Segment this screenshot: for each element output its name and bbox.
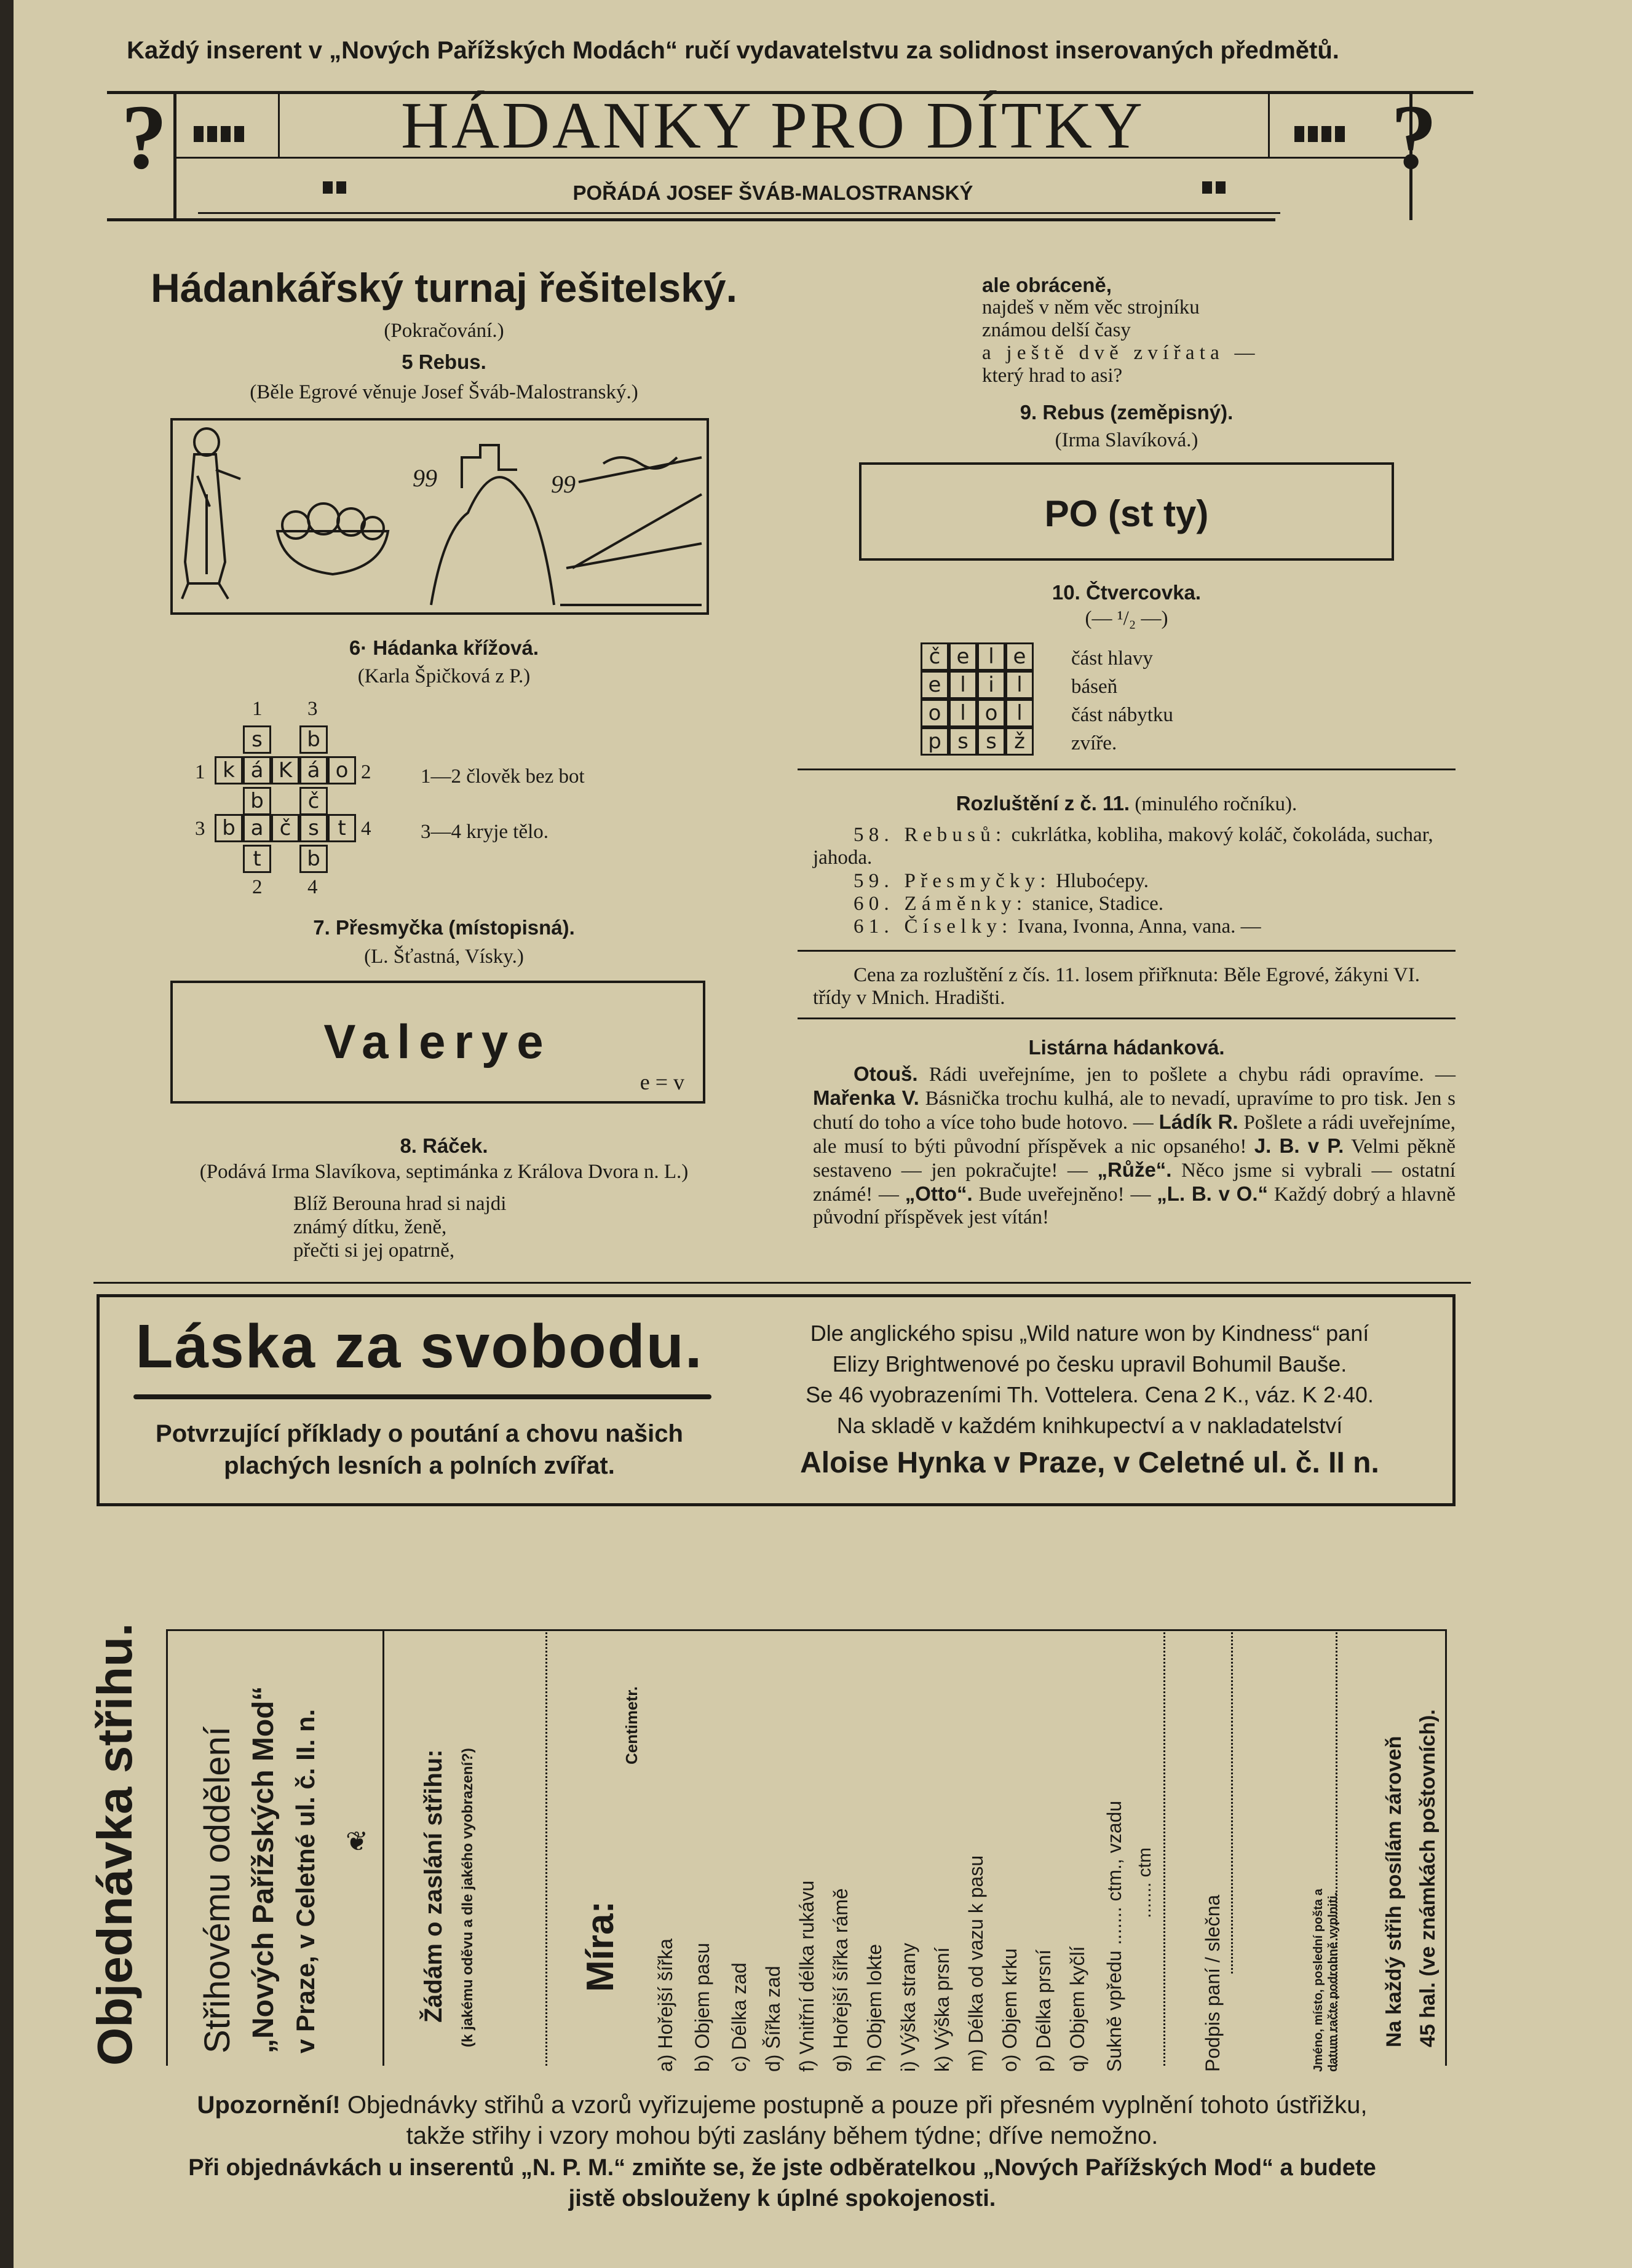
h7-author: (L. Šťastná, Vísky.) xyxy=(364,946,524,968)
solution-58: 58. Rebusů: cukrlátka, kobliha, makový koláč, čokoláda, suchar, jahoda. xyxy=(813,824,1433,869)
solutions-heading: Rozluštění z č. 11. (minulého ročníku). xyxy=(956,792,1297,815)
ad-subtitle-1: Potvrzující příklady o poutání a chovu našich xyxy=(156,1420,683,1447)
h7-hint: e = v xyxy=(640,1070,684,1094)
ad-desc-4: Na skladě v každém knihkupectví a v nakladatelství xyxy=(836,1413,1343,1438)
measure-p: p) Délka prsní xyxy=(1032,1949,1055,2072)
solution-61: 61. Číselky: Ivana, Ivonna, Anna, vana. — xyxy=(854,915,1261,938)
rebus5-title: 5 Rebus. xyxy=(402,350,486,373)
measurement-separator xyxy=(1163,1629,1167,2066)
request-write-line[interactable] xyxy=(545,1629,549,2066)
continued-note: (Pokračování.) xyxy=(384,320,504,342)
dept-line-2: „Nových Pařížských Mod“ xyxy=(247,1686,280,2053)
ornament-flourish-icon: ❦ xyxy=(346,1827,368,1857)
ad-desc-2: Elizy Brightwenové po česku upravil Bohumil Bauše. xyxy=(832,1351,1347,1377)
measure-o: o) Objem krku xyxy=(999,1948,1021,2072)
measure-m: m) Délka od vazu k pasu xyxy=(965,1855,987,2072)
h6-author: (Karla Špičková z P.) xyxy=(357,665,531,687)
signature-line[interactable] xyxy=(1231,1629,1235,1974)
prize-note: Cena za rozluštění z čís. 11. losem přiřknuta: Běle Egrové, žákyni VI. třídy v Mnich. Hradišti. xyxy=(813,964,1420,1009)
crossword-row-1: k á K á o xyxy=(215,756,356,784)
measure-i: i) Výška strany xyxy=(897,1943,919,2072)
h8-line-3: přečti si jej opatrně, xyxy=(293,1239,455,1262)
measure-b: b) Objem pasu xyxy=(691,1943,713,2072)
footer-advert-2: jistě obslouženy k úplné spokojenosti. xyxy=(568,2186,996,2211)
h10-clue-4: zvíře. xyxy=(1071,732,1117,754)
ad-underline xyxy=(133,1394,711,1399)
h10-clue-3: část nábytku xyxy=(1071,704,1173,726)
solution-59: 59. Přesmyčky: Hluboćepy. xyxy=(854,870,1149,892)
h10-clue-1: část hlavy xyxy=(1071,647,1153,670)
book-advertisement xyxy=(97,1294,1456,1506)
h6-clue-2: 3—4 kryje tělo. xyxy=(421,821,549,843)
measure-g: g) Hořejší šířka rámě xyxy=(830,1888,852,2072)
h8-cont-3: známou delší časy xyxy=(982,319,1131,341)
rebus5-dedication: (Běle Egrové věnuje Josef Šváb-Malostranský.) xyxy=(250,381,638,403)
rebus9-text: PO (st ty) xyxy=(1044,493,1209,534)
measure-d: d) Šířka zad xyxy=(762,1966,784,2072)
h8-cont-4: a ještě dvě zvířata — xyxy=(982,342,1260,364)
h10-clue-2: báseň xyxy=(1071,676,1118,698)
footer-warning-2: takže střihy i vzory mohou býti zaslány během týdne; dříve nemožno. xyxy=(406,2122,1159,2149)
measure-f: f) Vnitřní délka rukávu xyxy=(796,1880,818,2072)
magazine-page: Každý inserent v „Nových Pařížských Modách“ ručí vydavatelstvu za solidnost inserovaných předmětů. ? ? HÁDANKY PRO DÍTKY POŘÁDÁ JOSEF ŠVÁB-MALOSTRANSKÝ Hádankářský turnaj řešitelský. (Pokračování.) 5 Rebus. (Běle Egrové věnuje Josef Šváb-Malostranský.) 99 99 6· Hádanka křížová. (Karla Špičková z P.) 1 3 s b 1 k á K á o 2 b č 3 b a č s t 4 t b 2 4 1—2 člověk bez bot 3—4 kryje tělo. 7. Přesmyčka (místopisná). (L. Šťastná, Vísky.) Valerye e = v 8. Ráček. (Podává Irma Slavíkova, septimánka z Králova Dvora n. L.) Blíž Berouna hrad si najdi známý dítku, ženě, přečti si jej opatrně, ale obráceně, najdeš v něm věc strojníku známou delší časy a ještě dvě zvířata — který hrad to asi? 9. Rebus (zeměpisný). (Irma Slavíková.) PO (st ty) 10. Čtvercovka. (— ¹/₂ —) č e l e e l i l o l o l p s s ž část hlavy báseň část nábytku zvíře. Rozluštění z č. 11. (minulého ročníku). 58. Rebusů: cukrlátka, kobliha, makový koláč, čokoláda, suchar, jahoda. 59. Přesmyčky: Hluboćepy. 60. Záměnky: stanice, Stadice. 61. Číselky: Ivana, Ivonna, Anna, vana. — Cena za rozluštění z čís. 11. losem přiřknuta: Běle Egrové, žákyni VI. třídy v Mnich. Hradišti. Listárna hádanková. Otouš. Rádi uveřejníme, jen to pošlete a chybu rádi opravíme. — Mařenka V. Básnička trochu kulhá, ale to nevadí, upravíme to pro tisk. Jen s chutí do toho a více toho bude hotovo. — Ládík R. Pošlete a rádi uveřejníme, ale musí to býti původní příspěvek a nic opsaného! J. B. v P. Velmi pěkně sestaveno — jen pokračujte! — „Růže“. Něco jsme si vybrali — ostatní známé! — „Otto“. Bude uveřejněno! — „L. B. v O.“ Každý dobrý a hlavně původní příspěvek jest vítán! Láska za svobodu. Potvrzující příklady o poutání a chovu našich plachých lesních a polních zvířat. Dle anglického spisu „Wild nature won by Kindness“ paní Elizy Brightwenové po česku upravil Bohumil Bauše. Se 46 vyobrazeními Th. Vottelera. Cena 2 K., váz. K 2·40. Na skladě v každém knihkupectví a v nakladatelství Aloise Hynka v Praze, v Celetné ul. č. II n. Objednávka střihu. Střihovému oddělení „Nových Pařížských Mod“ v Praze, v Celetné ul. č. II. n. ❦ Žádám o zaslání střihu: (k jakému oděvu a dle jakého vyobrazení?) Míra: Centimetr. a) Hořejší šířka b) Objem pasu c) Délka zad d) Šířka zad f) Vnitřní délka rukávu g) Hořejší šířka rámě h) Objem lokte i) Výška strany k) Výška prsní m) Délka od vazu k pasu o) Objem krku p) Délka prsní q) Objem kyčlí Sukně vpředu ....... ctm., vzadu ....... ctm Podpis paní / slečna Jméno, místo, poslední pošta a datum račte podrobně vyplniti. Na každý střih posílám zároveň 45 hal. (ve známkách poštovních). Upozornění! Objednávky střihů a vzorů vyřizujeme postupně a pouze při přesném vyplnění tohoto ústřižku, takže střihy i vzory mohou býti zaslány během týdne; dříve nemožno. Při objednávkách u inserentů „N. P. M.“ zmiňte se, že jste odběratelkou „Nových Pařížských Mod“ a budete jistě obslouženy k úplné spokojenosti. xyxy=(14,0,1632,2268)
ad-desc-3: Se 46 vyobrazeními Th. Vottelera. Cena 2 K., váz. K 2·40. xyxy=(806,1382,1374,1407)
divider-2 xyxy=(798,950,1456,952)
rebus9-box xyxy=(859,462,1394,561)
h8-line-1: Blíž Berouna hrad si najdi xyxy=(293,1193,507,1215)
measure-h: h) Objem lokte xyxy=(863,1943,885,2072)
signature-label: Podpis paní / slečna xyxy=(1202,1894,1224,2072)
solution-60: 60. Záměnky: stanice, Stadice. xyxy=(854,893,1164,915)
h10-title: 10. Čtvercovka. xyxy=(1052,581,1202,604)
fee-line-1: Na každý střih posílám zároveň xyxy=(1382,1736,1406,2047)
measure-c: c) Délka zad xyxy=(728,1962,750,2072)
footer-advert-1: Při objednávkách u inserentů „N. P. M.“ zmiňte se, že jste odběratelkou „Nových Pařížských Mod“ a budete xyxy=(188,2155,1376,2181)
h7-word: Valerye xyxy=(323,1014,552,1069)
footer-warning-1: Upozornění! Objednávky střihů a vzorů vyřizujeme postupně a pouze při přesném vyplnění tohoto ústřižku, xyxy=(197,2092,1368,2119)
order-form xyxy=(14,1617,1632,2090)
ad-title: Láska za svobodu. xyxy=(135,1312,703,1381)
top-notice: Každý inserent v „Nových Pařížských Modách“ ručí vydavatelstvu za solidnost inserovaných předmětů. xyxy=(127,37,1339,64)
h6-title: 6· Hádanka křížová. xyxy=(349,636,539,659)
h8-cont-1: ale obráceně, xyxy=(982,274,1112,296)
section-subtitle: POŘÁDÁ JOSEF ŠVÁB-MALOSTRANSKÝ xyxy=(572,181,973,204)
measure-k: k) Výška prsní xyxy=(931,1947,953,2072)
h6-clue-1: 1—2 člověk bez bot xyxy=(421,765,585,788)
mailbox-title: Listárna hádanková. xyxy=(1028,1036,1225,1059)
h8-cont-5: který hrad to asi? xyxy=(982,365,1123,387)
measure-q: q) Objem kyčlí xyxy=(1066,1946,1088,2072)
divider-3 xyxy=(798,1017,1456,1019)
cloth-length-2: ....... ctm xyxy=(1135,1847,1155,1918)
ad-desc-1: Dle anglického spisu „Wild nature won by Kindness“ paní xyxy=(810,1321,1369,1346)
h8-title: 8. Ráček. xyxy=(400,1134,488,1157)
centimetr-label: Centimetr. xyxy=(622,1686,641,1764)
divider-1 xyxy=(798,769,1456,770)
mira-label: Míra: xyxy=(579,1900,622,1992)
ornament-blocks-right xyxy=(1293,126,1347,145)
ad-subtitle-2: plachých lesních a polních zvířat. xyxy=(224,1452,615,1479)
h8-cont-2: najdeš v něm věc strojníku xyxy=(982,296,1200,318)
h7-box xyxy=(170,981,705,1104)
dept-line-1: Střihovému oddělení xyxy=(197,1726,237,2053)
square-puzzle-grid: č e l e e l i l o l o l p s s ž xyxy=(921,642,1034,756)
dept-line-3: v Praze, v Celetné ul. č. II. n. xyxy=(291,1709,320,2053)
section-title: HÁDANKY PRO DÍTKY xyxy=(401,89,1145,162)
h8-line-2: známý dítku, ženě, xyxy=(293,1216,447,1238)
rebus-illustration-icon xyxy=(173,421,707,612)
request-line-1: Žádám o zaslání střihu: xyxy=(420,1749,447,2023)
cloth-length: Sukně vpředu ....... ctm., vzadu xyxy=(1103,1800,1125,2072)
tournament-heading: Hádankářský turnaj řešitelský. xyxy=(151,265,737,310)
order-form-title: Objednávka střihu. xyxy=(87,1622,142,2066)
section-divider xyxy=(93,1282,1471,1284)
question-mark-left-icon: ? xyxy=(121,86,167,188)
measure-a: a) Hořejší šířka xyxy=(654,1938,676,2072)
crossword-row-2: b a č s t xyxy=(215,814,356,842)
rebus5-picture: 99 99 xyxy=(170,418,709,615)
ad-publisher: Aloise Hynka v Praze, v Celetné ul. č. II n. xyxy=(800,1447,1379,1479)
h7-title: 7. Přesmyčka (místopisná). xyxy=(313,916,575,939)
rebus9-author: (Irma Slavíková.) xyxy=(1055,429,1198,451)
signature-note: Jméno, místo, poslední pošta a datum račte podrobně vyplniti. xyxy=(1312,1889,1340,2072)
request-line-2: (k jakému oděvu a dle jakého vyobrazení?) xyxy=(459,1748,476,2047)
question-mark-right-icon: ? xyxy=(1391,86,1437,188)
h10-subtitle: (— ¹/₂ —) xyxy=(1085,607,1168,630)
fee-line-2: 45 hal. (ve známkách poštovních). xyxy=(1416,1709,1440,2047)
mailbox-text: Otouš. Rádi uveřejníme, jen to pošlete a chybu rádi opravíme. — Mařenka V. Básnička trochu kulhá, ale to nevadí, upravíme to pro tisk. Jen s chutí do toho a více toho bude hotovo. — Ládík R. Pošlete a rádi uveřejníme, ale musí to býti původní příspěvek a nic opsaného! J. B. v P. Velmi pěkně sestaveno — jen pokračujte! — „Růže“. Něco jsme si vybrali — ostatní známé! — „Otto“. Bude uveřejněno! — „L. B. v O.“ Každý dobrý a hlavně původní příspěvek jest vítán! xyxy=(813,1062,1456,1228)
rebus9-title: 9. Rebus (zeměpisný). xyxy=(1020,401,1234,424)
h8-author: (Podává Irma Slavíkova, septimánka z Králova Dvora n. L.) xyxy=(199,1161,689,1183)
ornament-blocks-left xyxy=(192,126,246,145)
